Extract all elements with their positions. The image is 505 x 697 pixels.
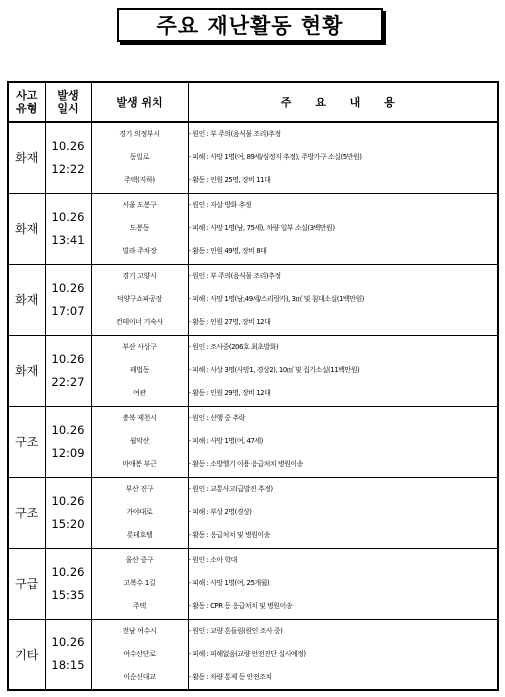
- incident-datetime: [45, 619, 91, 690]
- location-line: 여수산단로: [123, 649, 156, 658]
- incident-date: 10.26: [51, 351, 85, 366]
- header-time: 발생 일시: [45, 82, 91, 122]
- detail-activity: - 활동 : 인원 49명, 장비 8대: [188, 247, 267, 255]
- page-title: 주요 재난활동 현황: [156, 14, 344, 38]
- incident-datetime: [45, 264, 91, 335]
- incident-time: 17:07: [51, 303, 85, 318]
- location-line: 컨테이너 기숙사: [115, 318, 164, 326]
- incident-location: [91, 335, 188, 406]
- title-box: [117, 8, 383, 42]
- incident-time: 12:09: [51, 445, 85, 460]
- incident-date: 10.26: [51, 422, 85, 437]
- incident-location: [91, 477, 188, 548]
- location-line: 롯데호텔: [126, 531, 153, 539]
- table-row: [8, 548, 498, 619]
- table-row: [8, 619, 498, 690]
- incident-type: 화재: [8, 122, 45, 193]
- location-line: 덕양구쇼파공장: [116, 295, 163, 303]
- location-line: 여관: [133, 389, 146, 397]
- detail-damage: - 피해 : 사망 1명(여, 47세): [188, 437, 263, 445]
- incident-datetime: [45, 406, 91, 477]
- detail-activity: - 활동 : 차량 통제 등 안전조치: [188, 672, 272, 681]
- incident-datetime: [45, 335, 91, 406]
- incident-time: 15:35: [51, 587, 85, 602]
- table-row: [8, 477, 498, 548]
- incident-details: [188, 477, 498, 548]
- location-line: 주택: [133, 602, 146, 610]
- incident-datetime: [45, 548, 91, 619]
- detail-damage: - 피해 : 사망 1명(여, 25개월): [188, 579, 270, 587]
- location-line: 가야대로: [126, 508, 153, 516]
- detail-damage: - 피해 : 사망 1명(여, 89세/심정지 추정), 주방가구 소실(5만원): [188, 153, 362, 162]
- incident-type: 기타: [8, 619, 45, 690]
- incident-type: 화재: [8, 193, 45, 264]
- location-line: 이순신대교: [123, 672, 156, 681]
- location-line: 동일로: [129, 153, 150, 162]
- table-row: [8, 335, 498, 406]
- location-line: 경기 고양시: [122, 272, 157, 280]
- incident-type: 구조: [8, 477, 45, 548]
- header-row: [8, 82, 498, 122]
- location-line: 경기 의정부시: [119, 130, 160, 139]
- detail-damage: - 피해 : 부상 2명(경상): [188, 508, 252, 516]
- incident-date: 10.26: [51, 209, 85, 224]
- incident-datetime: [45, 122, 91, 193]
- location-line: 충북 제천시: [122, 414, 157, 422]
- location-line: 괘법동: [129, 366, 150, 374]
- incident-time: 13:41: [51, 232, 85, 247]
- detail-cause: - 원인 : 산행 중 추락: [188, 414, 245, 422]
- location-line: 주택(지하): [124, 176, 155, 185]
- location-line: 울산 중구: [125, 556, 154, 564]
- incident-datetime: [45, 193, 91, 264]
- incident-date: 10.26: [51, 493, 85, 508]
- incident-details: [188, 122, 498, 193]
- table-row: [8, 264, 498, 335]
- incident-details: [188, 264, 498, 335]
- location-line: 빌라 주차장: [122, 247, 157, 255]
- incident-location: [91, 619, 188, 690]
- incident-details: [188, 193, 498, 264]
- detail-activity: - 활동 : 소방헬기 이용 응급처치 병원이송: [188, 460, 303, 468]
- incident-date: 10.26: [51, 280, 85, 295]
- location-line: 고복수 1길: [123, 579, 156, 587]
- incident-details: [188, 406, 498, 477]
- location-line: 서울 도봉구: [122, 201, 157, 209]
- detail-cause: - 원인 : 부 주의(음식물 조리)추정: [188, 130, 281, 139]
- incident-time: 15:20: [51, 516, 85, 531]
- detail-cause: - 원인 : 교량 흔들림(원인 조사 중): [188, 626, 283, 635]
- incident-details: [188, 548, 498, 619]
- incident-time: 22:27: [51, 374, 85, 389]
- location-line: 도봉동: [129, 224, 150, 232]
- incident-location: [91, 548, 188, 619]
- table-row: [8, 193, 498, 264]
- detail-activity: - 활동 : 응급처치 및 병원이송: [188, 531, 270, 539]
- incident-location: [91, 122, 188, 193]
- detail-damage: - 피해 : 사망 1명(남, 75세), 차량 일부 소실(3백만원): [188, 224, 335, 232]
- location-line: 마애봉 부근: [122, 460, 157, 468]
- incident-type: 화재: [8, 335, 45, 406]
- location-line: 부산 사상구: [122, 343, 157, 351]
- incident-type: 구조: [8, 406, 45, 477]
- incident-location: [91, 264, 188, 335]
- location-line: 부산 진구: [125, 485, 154, 493]
- detail-activity: - 활동 : 인원 27명, 장비 12대: [188, 318, 271, 326]
- incident-location: [91, 406, 188, 477]
- detail-cause: - 원인 : 자살 방화 추정: [188, 201, 252, 209]
- detail-activity: - 활동 : CPR 등 응급처치 및 병원이송: [188, 602, 293, 610]
- incident-time: 12:22: [51, 161, 85, 176]
- location-line: 전남 여수시: [122, 626, 157, 635]
- header-type: 사고 유형: [8, 82, 45, 122]
- detail-cause: - 원인 : 조사중(206호 최초발화): [188, 343, 279, 351]
- header-location: 발생 위치: [91, 82, 188, 122]
- incident-date: 10.26: [51, 635, 85, 650]
- location-line: 월악산: [129, 437, 150, 445]
- detail-damage: - 피해 : 피해없음(교량 안전진단 실시예정): [188, 649, 306, 658]
- incident-date: 10.26: [51, 564, 85, 579]
- detail-cause: - 원인 : 교통사고(급발진 추정): [188, 485, 273, 493]
- incident-details: [188, 619, 498, 690]
- table-body: [8, 122, 498, 690]
- detail-cause: - 원인 : 부 주의(음식물 조리)추정: [188, 272, 281, 280]
- detail-activity: - 활동 : 인원 25명, 장비 11대: [188, 176, 271, 185]
- detail-activity: - 활동 : 인원 29명, 장비 12대: [188, 389, 271, 397]
- header-content: 주 요 내 용: [188, 82, 498, 122]
- incident-type: 구급: [8, 548, 45, 619]
- table-row: [8, 406, 498, 477]
- incident-date: 10.26: [51, 138, 85, 153]
- incident-location: [91, 193, 188, 264]
- table-row: [8, 122, 498, 193]
- incident-datetime: [45, 477, 91, 548]
- detail-damage: - 피해 : 사상 3명(사망1, 경상2), 10㎡ 및 집기소실(11백만원): [188, 366, 360, 374]
- disaster-activity-table: [7, 81, 499, 691]
- incident-type: 화재: [8, 264, 45, 335]
- incident-details: [188, 335, 498, 406]
- detail-cause: - 원인 : 소아 학대: [188, 556, 237, 564]
- incident-time: 18:15: [51, 658, 85, 673]
- detail-damage: - 피해 : 사망 1명(남,49세/스리랑카), 3㎡ 및 침대소실(1백만원): [188, 295, 364, 303]
